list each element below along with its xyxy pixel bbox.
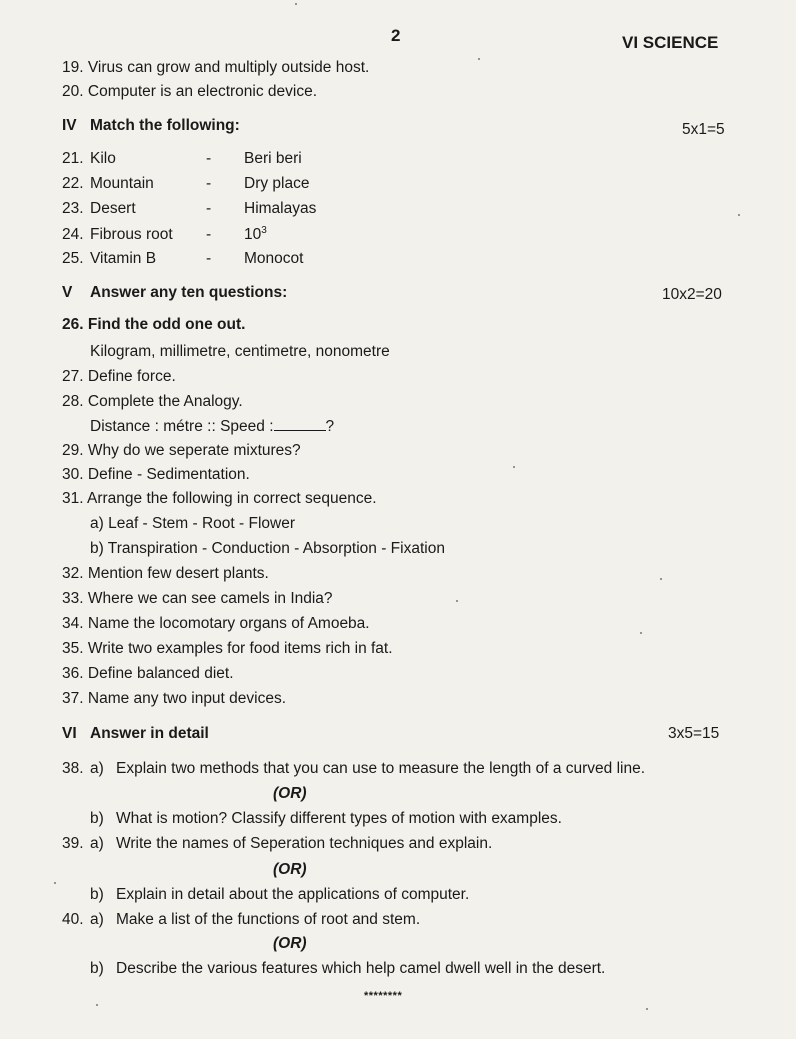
scan-speck [295,3,297,5]
answer-blank [274,418,326,431]
question-28-analogy: Distance : métre :: Speed : ? [90,418,335,435]
question-37: 37. Name any two input devices. [62,690,287,707]
scan-speck [96,1004,98,1006]
question-28: 28. Complete the Analogy. [62,393,243,410]
question-number: 20. [62,83,84,100]
section-v-heading [62,284,287,302]
scan-speck [513,466,515,468]
question-27: 27. Define force. [62,368,176,385]
subject-title: VI SCIENCE [622,33,719,52]
section-title: Match the following: [90,117,240,134]
question-text: Virus can grow and multiply outside host. [87,59,370,76]
question-26: 26. Find the odd one out. [62,316,246,333]
scan-speck [478,58,480,60]
match-row: 23. Desert - Himalayas [62,200,317,217]
question-19 [62,59,369,77]
question-26-options: Kilogram, millimetre, centimetre, nonometre [90,343,390,360]
question-35: 35. Write two examples for food items rich in fat. [62,640,393,657]
question-34: 34. Name the locomotary organs of Amoeba. [62,615,370,632]
scan-speck [54,882,56,884]
question-38-a: 38. a) Explain two methods that you can use to measure the length of a curved line. [62,760,646,777]
question-39-a: 39. a) Write the names of Seperation techniques and explain. [62,835,493,852]
section-roman: IV [62,117,77,134]
match-row: 22. Mountain - Dry place [62,175,310,192]
question-29: 29. Why do we seperate mixtures? [62,442,301,459]
question-32: 32. Mention few desert plants. [62,565,269,582]
section-iv-heading [62,117,240,135]
question-20 [62,83,317,101]
section-title: Answer in detail [90,725,209,742]
question-40-b: b) Describe the various features which help camel dwell well in the desert. [90,960,606,977]
question-39-b: b) Explain in detail about the applications of computer. [90,886,470,903]
scan-speck [640,632,642,634]
page-number: 2 [391,26,401,45]
section-title: Answer any ten questions: [90,284,288,301]
or-separator: (OR) [273,861,307,878]
section-vi-heading [62,725,209,743]
question-38-b: b) What is motion? Classify different types of motion with examples. [90,810,562,827]
scan-speck [646,1008,648,1010]
question-text: Computer is an electronic device. [87,83,318,100]
end-mark: ******** [364,990,403,1002]
section-v-marks: 10x2=20 [662,286,722,303]
section-roman: V [62,284,73,301]
section-vi-marks: 3x5=15 [668,725,720,742]
question-31: 31. Arrange the following in correct sequence. [62,490,377,507]
scan-speck [456,600,458,602]
question-40-a: 40. a) Make a list of the functions of root and stem. [62,911,421,928]
section-roman: VI [62,725,77,742]
match-row: 25. Vitamin B - Monocot [62,250,304,267]
question-30: 30. Define - Sedimentation. [62,466,250,483]
question-number: 19. [62,59,84,76]
section-iv-marks: 5x1=5 [682,121,725,138]
match-row: 21. Kilo - Beri beri [62,150,302,167]
scan-speck [738,214,740,216]
question-36: 36. Define balanced diet. [62,665,234,682]
or-separator: (OR) [273,785,307,802]
question-31-a: a) Leaf - Stem - Root - Flower [90,515,296,532]
match-row: 24. Fibrous root - $10^3$ [62,225,267,244]
question-31-b: b) Transpiration - Conduction - Absorption - Fixation [90,540,445,557]
scan-speck [660,578,662,580]
question-33: 33. Where we can see camels in India? [62,590,333,607]
or-separator: (OR) [273,935,307,952]
